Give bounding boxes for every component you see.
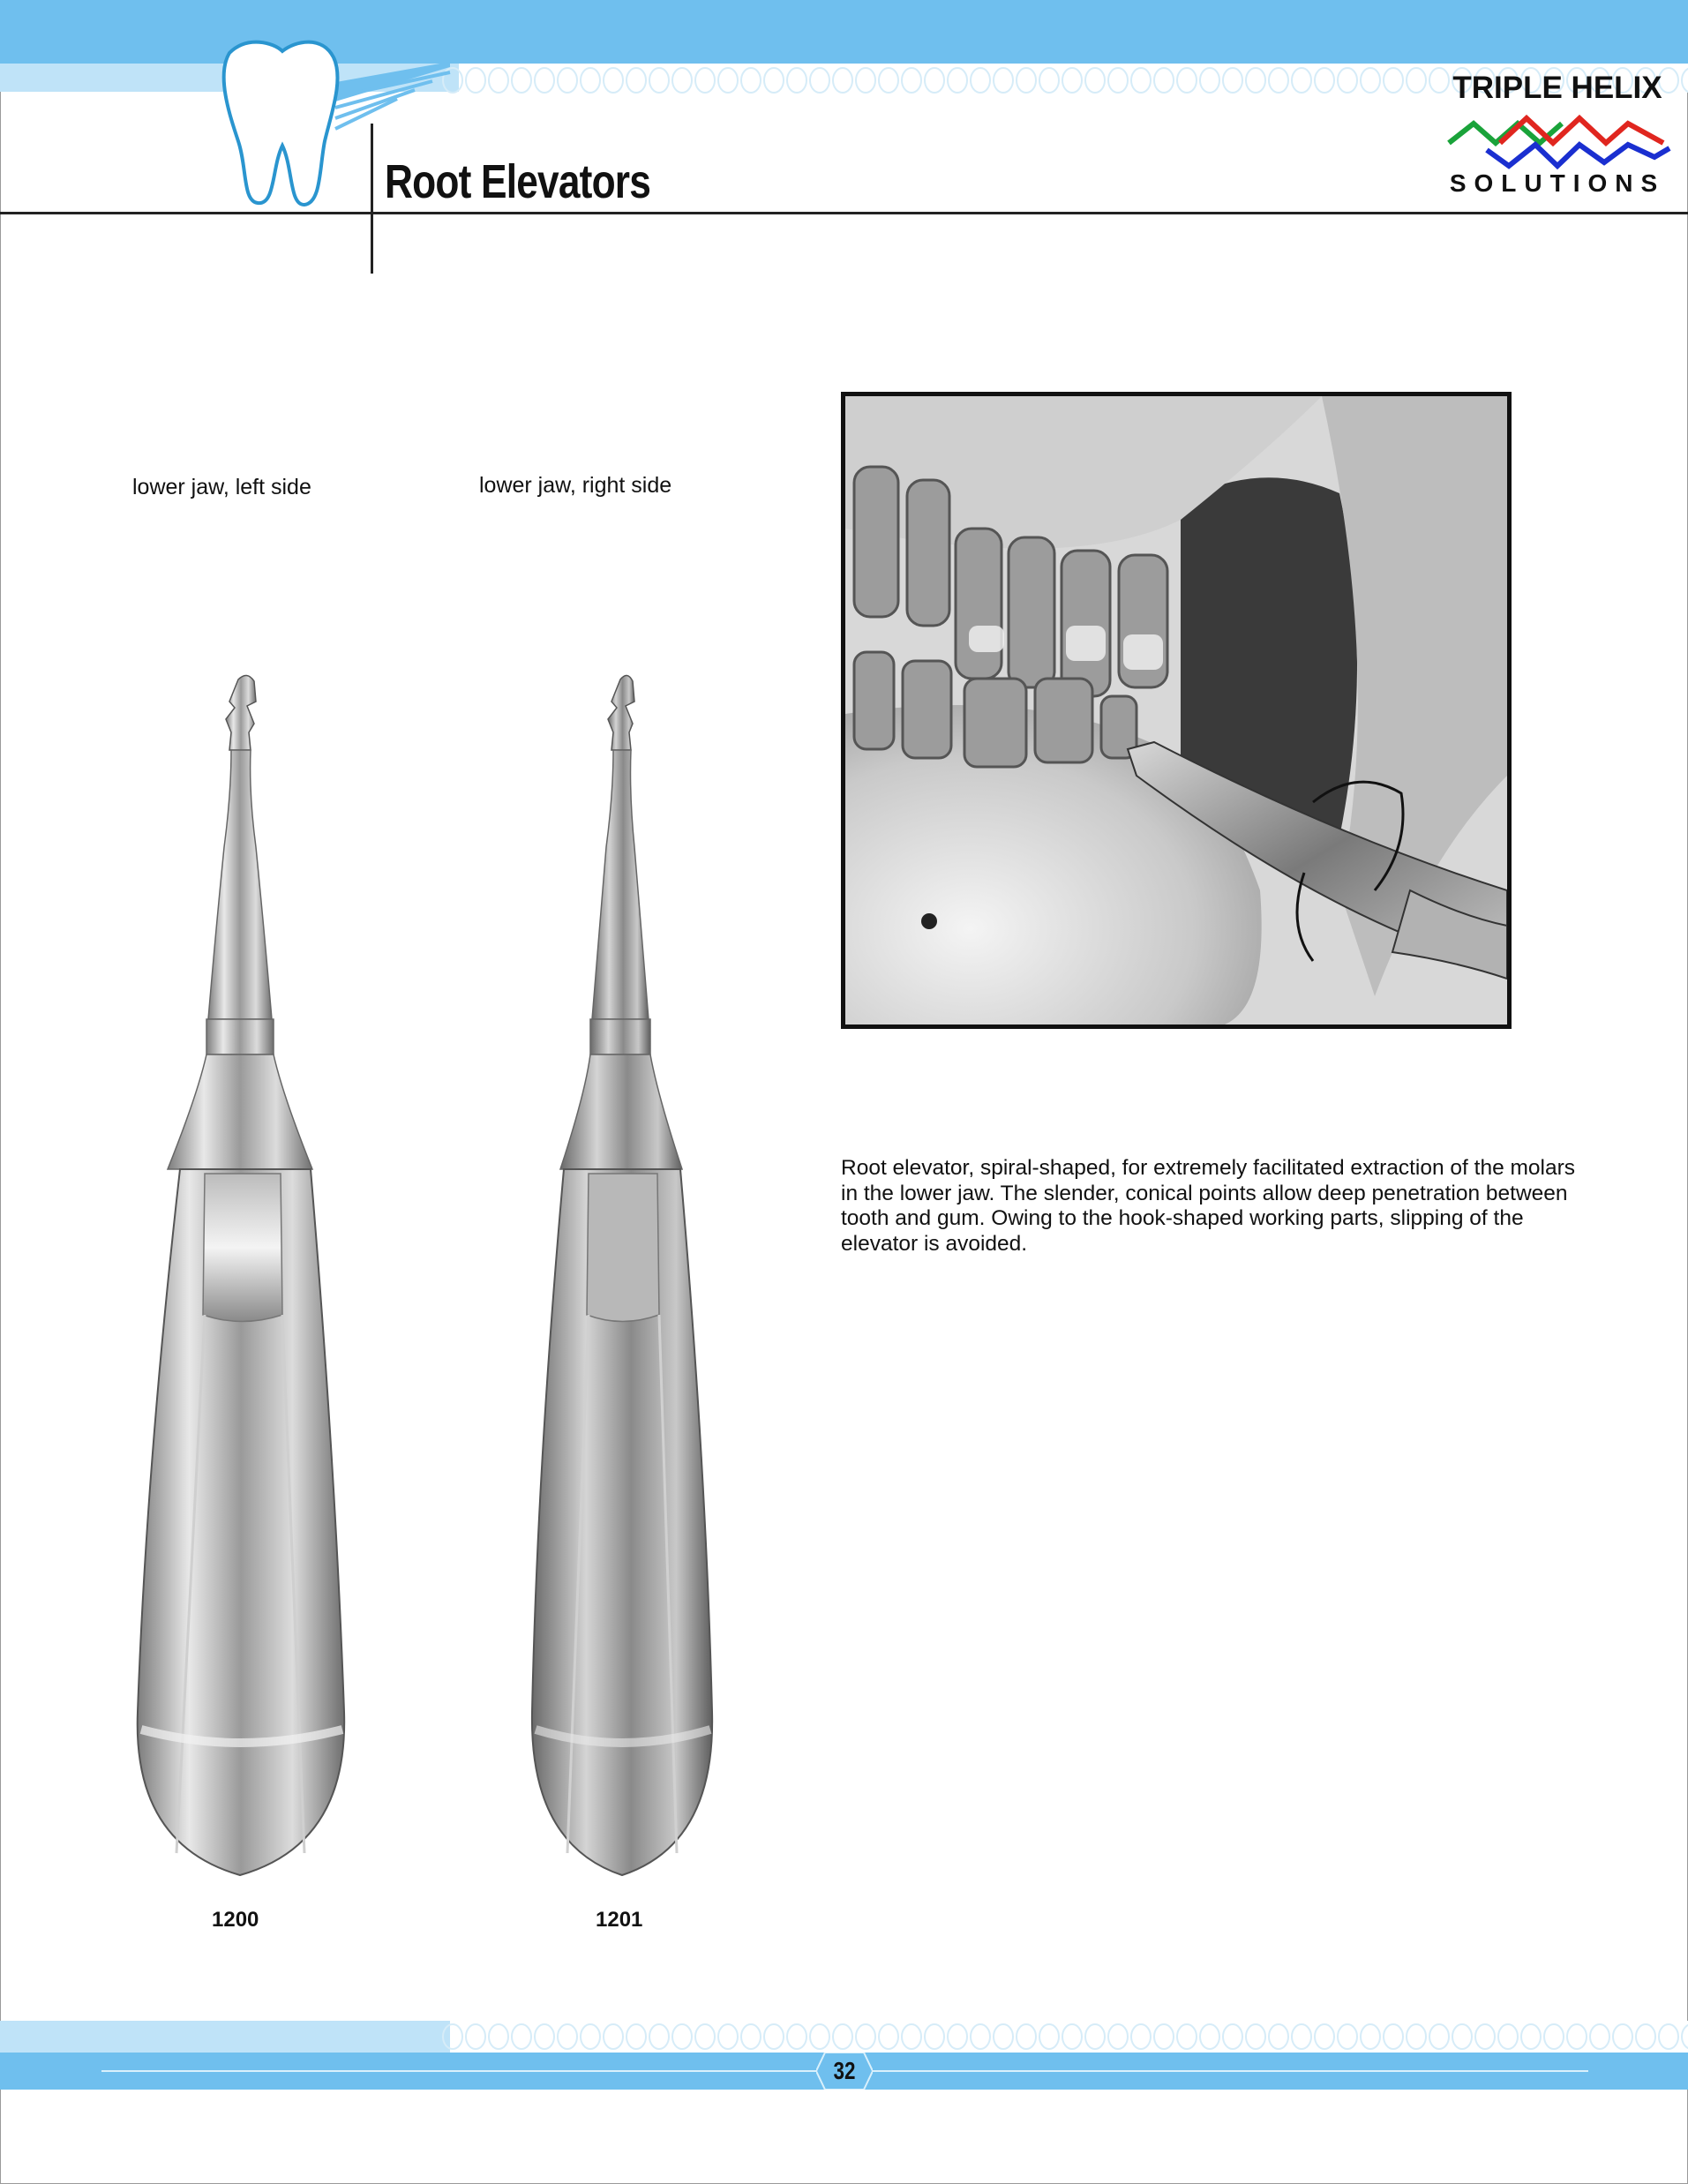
root-elevator-1201-image xyxy=(525,671,732,1880)
jaw-photo-illustration xyxy=(845,396,1507,1024)
instrument-1200-caption: lower jaw, left side xyxy=(132,475,311,499)
jaw-extraction-photo xyxy=(841,392,1512,1029)
page-number: 32 xyxy=(833,2057,856,2084)
logo-line-2: SOLUTIONS xyxy=(1449,169,1666,197)
footer-ring-pattern xyxy=(441,2021,1688,2053)
instrument-1201-code: 1201 xyxy=(596,1908,643,1932)
page-title: Root Elevators xyxy=(385,155,651,208)
triple-helix-logo xyxy=(1438,71,1677,203)
header-rule xyxy=(0,212,1688,214)
instrument-1200-code: 1200 xyxy=(212,1908,259,1932)
logo-waves-icon xyxy=(1447,108,1672,169)
product-description: Root elevator, spiral-shaped, for extremely facilitated extraction of the molars in the lower jaw. The slender, conical points allow deep penetration between tooth and gum. Owing to the hook-shaped working parts, slipping of the elevator is avoided. xyxy=(841,1156,1576,1256)
title-divider xyxy=(371,124,373,274)
instrument-1201-caption: lower jaw, right side xyxy=(479,473,672,498)
logo-line-1: TRIPLE HELIX xyxy=(1452,71,1662,105)
root-elevator-1200-image xyxy=(124,671,371,1880)
